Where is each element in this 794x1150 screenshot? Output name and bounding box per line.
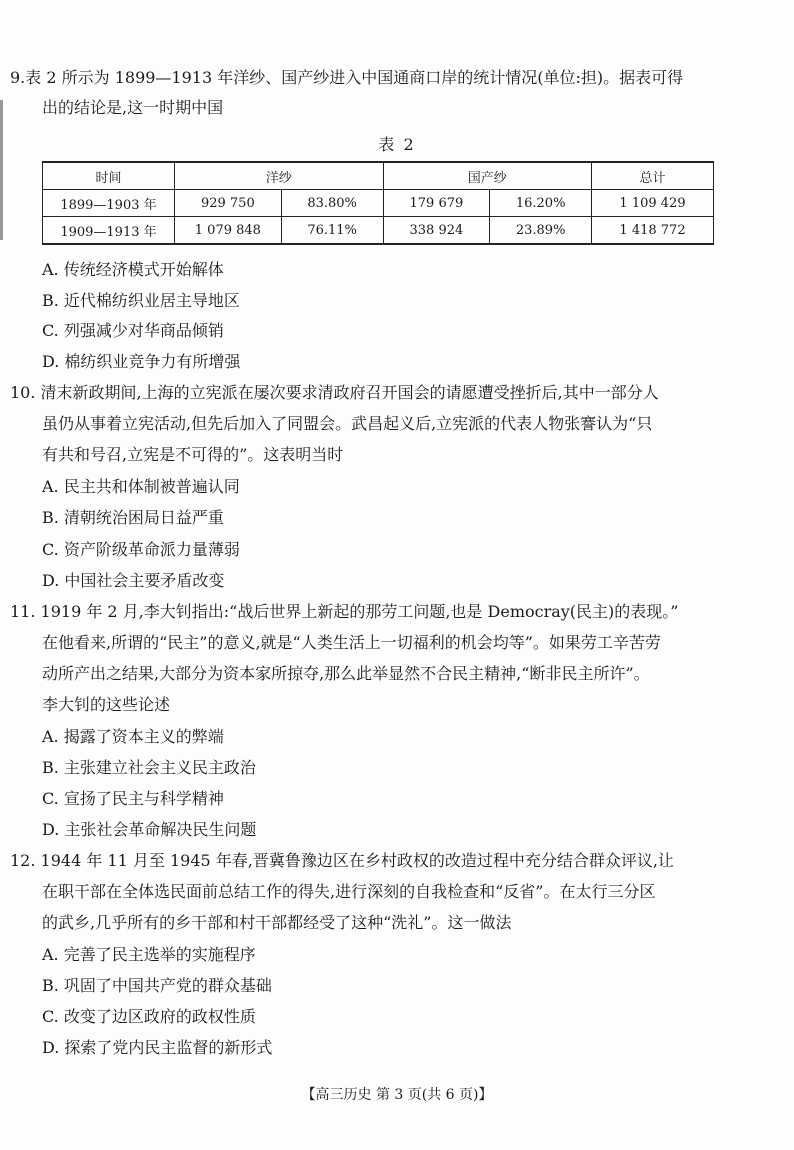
- cell-period: 1909—1913 年: [43, 217, 175, 245]
- q11-stem-line-2: 在他看来,所谓的“民主”的意义,就是“人类生活上一切福利的机会均等”。如果劳工辛苦劳: [42, 633, 661, 652]
- q11-stem-line-4: 李大钊的这些论述: [42, 695, 171, 714]
- q10-option-d: D. 中国社会主要矛盾改变: [42, 571, 225, 590]
- cell-domestic-amount: 338 924: [383, 217, 490, 245]
- yarn-statistics-table: [42, 161, 714, 245]
- cell-domestic-share: 23.89%: [490, 217, 592, 245]
- q10-option-a: A. 民主共和体制被普遍认同: [42, 477, 240, 496]
- q12-option-c: C. 改变了边区政府的政权性质: [42, 1007, 256, 1026]
- header-time: 时间: [43, 162, 175, 190]
- cell-foreign-amount: 929 750: [174, 190, 281, 217]
- cell-total: 1 418 772: [592, 217, 714, 245]
- q12-stem-line-2: 在职干部在全体选民面前总结工作的得失,进行深刻的自我检查和“反省”。在太行三分区: [42, 882, 656, 901]
- header-domestic-yarn: 国产纱: [383, 162, 592, 190]
- q9-stem-line-1: 9.表 2 所示为 1899—1913 年洋纱、国产纱进入中国通商口岸的统计情况(单位:担)。据表可得: [10, 68, 684, 87]
- q11-stem-line-1: 11. 1919 年 2 月,李大钊指出:“战后世界上新起的那劳工问题,也是 Democray(民主)的表现。”: [10, 602, 679, 621]
- q11-option-a: A. 揭露了资本主义的弊端: [42, 727, 224, 746]
- q12-option-d: D. 探索了党内民主监督的新形式: [42, 1038, 273, 1057]
- cell-foreign-share: 76.11%: [281, 217, 383, 245]
- q11-option-b: B. 主张建立社会主义民主政治: [42, 758, 256, 777]
- q12-option-a: A. 完善了民主选举的实施程序: [42, 945, 256, 964]
- q11-stem-line-3: 动所产出之结果,大部分为资本家所掠夺,那么此举显然不合民主精神,“断非民主所许”。: [42, 664, 650, 683]
- q10-stem-line-2: 虽仍从事着立宪活动,但先后加入了同盟会。武昌起义后,立宪派的代表人物张謇认为“只: [42, 414, 653, 433]
- table-row: [43, 190, 714, 217]
- scan-edge-mark: [0, 100, 3, 240]
- q12-stem-line-1: 12. 1944 年 11 月至 1945 年春,晋冀鲁豫边区在乡村政权的改造过程中充分结合群众评议,让: [10, 851, 674, 870]
- cell-domestic-share: 16.20%: [490, 190, 592, 217]
- table-header-row: [43, 162, 714, 190]
- q11-option-c: C. 宣扬了民主与科学精神: [42, 789, 224, 808]
- cell-domestic-amount: 179 679: [383, 190, 490, 217]
- cell-period: 1899—1903 年: [43, 190, 175, 217]
- q12-stem-line-3: 的武乡,几乎所有的乡干部和村干部都经受了这种“洗礼”。这一做法: [42, 913, 512, 932]
- q9-option-d: D. 棉纺织业竞争力有所增强: [42, 352, 241, 371]
- q10-option-c: C. 资产阶级革命派力量薄弱: [42, 540, 240, 559]
- cell-foreign-share: 83.80%: [281, 190, 383, 217]
- q9-stem-line-2: 出的结论是,这一时期中国: [42, 98, 224, 117]
- table-caption: 表 2: [378, 135, 416, 154]
- q9-option-b: B. 近代棉纺织业居主导地区: [42, 291, 240, 310]
- q10-stem-line-3: 有共和号召,立宪是不可得的”。这表明当时: [42, 445, 344, 464]
- page-footer: 【高三历史 第 3 页(共 6 页)】: [301, 1087, 493, 1103]
- q10-stem-line-1: 10. 清末新政期间,上海的立宪派在屡次要求清政府召开国会的请愿遭受挫折后,其中一部分人: [10, 383, 659, 402]
- header-total: 总计: [592, 162, 714, 190]
- table-row: [43, 217, 714, 245]
- cell-total: 1 109 429: [592, 190, 714, 217]
- cell-foreign-amount: 1 079 848: [174, 217, 281, 245]
- q12-option-b: B. 巩固了中国共产党的群众基础: [42, 976, 272, 995]
- q9-option-a: A. 传统经济模式开始解体: [42, 260, 224, 279]
- q9-option-c: C. 列强减少对华商品倾销: [42, 321, 224, 340]
- q11-option-d: D. 主张社会革命解决民生问题: [42, 820, 257, 839]
- header-foreign-yarn: 洋纱: [174, 162, 383, 190]
- q10-option-b: B. 清朝统治困局日益严重: [42, 508, 224, 527]
